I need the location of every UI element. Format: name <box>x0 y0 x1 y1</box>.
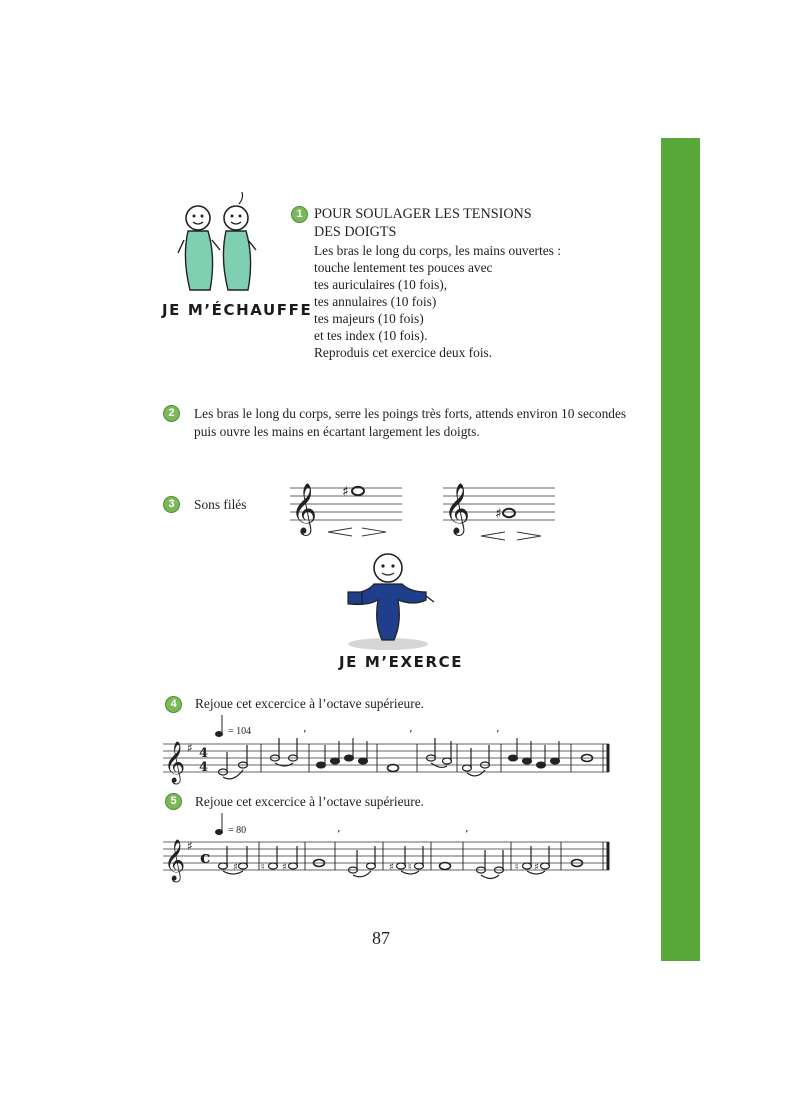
svg-text:♯: ♯ <box>534 862 539 873</box>
svg-text:’: ’ <box>303 728 307 741</box>
exercise-1-line: tes auriculaires (10 fois), <box>314 277 448 292</box>
exercise-1-title-line1: POUR SOULAGER LES TENSIONS <box>314 206 532 222</box>
exercise-4-instruction: Rejoue cet excercice à l’octave supérieure. <box>195 696 424 711</box>
exercise-1-line: Les bras le long du corps, les mains ouvertes : <box>314 243 561 258</box>
svg-text:’: ’ <box>409 728 413 741</box>
svg-text:♯: ♯ <box>342 484 349 500</box>
exercise-5-tempo: = 80 <box>228 825 247 836</box>
exercise-1-line: tes majeurs (10 fois) <box>314 311 424 326</box>
exercise-1-number: 1 <box>291 206 308 223</box>
svg-text:♯: ♯ <box>282 862 287 873</box>
warmup-characters-illustration <box>176 198 296 298</box>
svg-text:𝄞: 𝄞 <box>444 483 471 534</box>
tempo-quarter-note-icon <box>214 714 226 738</box>
practice-character-illustration <box>340 552 460 652</box>
svg-text:♮: ♮ <box>408 862 412 873</box>
exercise-1-line: tes annulaires (10 fois) <box>314 294 437 309</box>
practice-section-label: JE M’EXERCE <box>339 653 464 671</box>
side-color-tab <box>661 138 700 961</box>
exercise-4-tempo: = 104 <box>228 726 252 737</box>
exercise-2-number: 2 <box>163 405 180 422</box>
exercise-5-instruction: Rejoue cet excercice à l’octave supérieure. <box>195 794 424 809</box>
svg-text:♯: ♯ <box>233 862 238 873</box>
svg-text:♮: ♮ <box>515 862 519 873</box>
svg-text:’: ’ <box>465 828 469 841</box>
svg-text:c: c <box>200 848 211 868</box>
svg-text:4: 4 <box>199 746 209 761</box>
exercise-3-number: 3 <box>163 496 180 513</box>
svg-text:’: ’ <box>496 728 500 741</box>
warmup-section-label: JE M’ÉCHAUFFE <box>162 301 313 319</box>
svg-text:𝄞: 𝄞 <box>291 483 318 534</box>
exercise-4-number: 4 <box>165 696 182 713</box>
svg-text:♯: ♯ <box>187 839 193 853</box>
exercise-1-line: et tes index (10 fois). <box>314 328 428 343</box>
svg-text:♮: ♮ <box>261 862 265 873</box>
svg-text:’: ’ <box>337 828 341 841</box>
sustained-note-staff-1 <box>290 480 405 540</box>
exercise-2-line2: puis ouvre les mains en écartant largement les doigts. <box>194 424 480 439</box>
exercise-5-number: 5 <box>165 793 182 810</box>
tempo-quarter-note-icon <box>214 812 226 836</box>
svg-text:♯: ♯ <box>389 862 394 873</box>
svg-text:4: 4 <box>199 760 209 775</box>
exercise-3-label: Sons filés <box>194 497 247 512</box>
exercise-1-line: Reproduis cet exercice deux fois. <box>314 345 493 360</box>
exercise-2-line1: Les bras le long du corps, serre les poings très forts, attends environ 10 secondes <box>194 406 627 421</box>
sustained-note-staff-2 <box>443 480 558 540</box>
exercise-1-title-line2: DES DOIGTS <box>314 224 397 240</box>
svg-text:♯: ♯ <box>187 741 193 755</box>
svg-text:♯: ♯ <box>495 506 502 522</box>
svg-text:𝄞: 𝄞 <box>164 840 186 881</box>
page-number: 87 <box>372 928 390 948</box>
svg-text:𝄞: 𝄞 <box>164 742 186 783</box>
exercise-1-line: touche lentement tes pouces avec <box>314 260 493 275</box>
